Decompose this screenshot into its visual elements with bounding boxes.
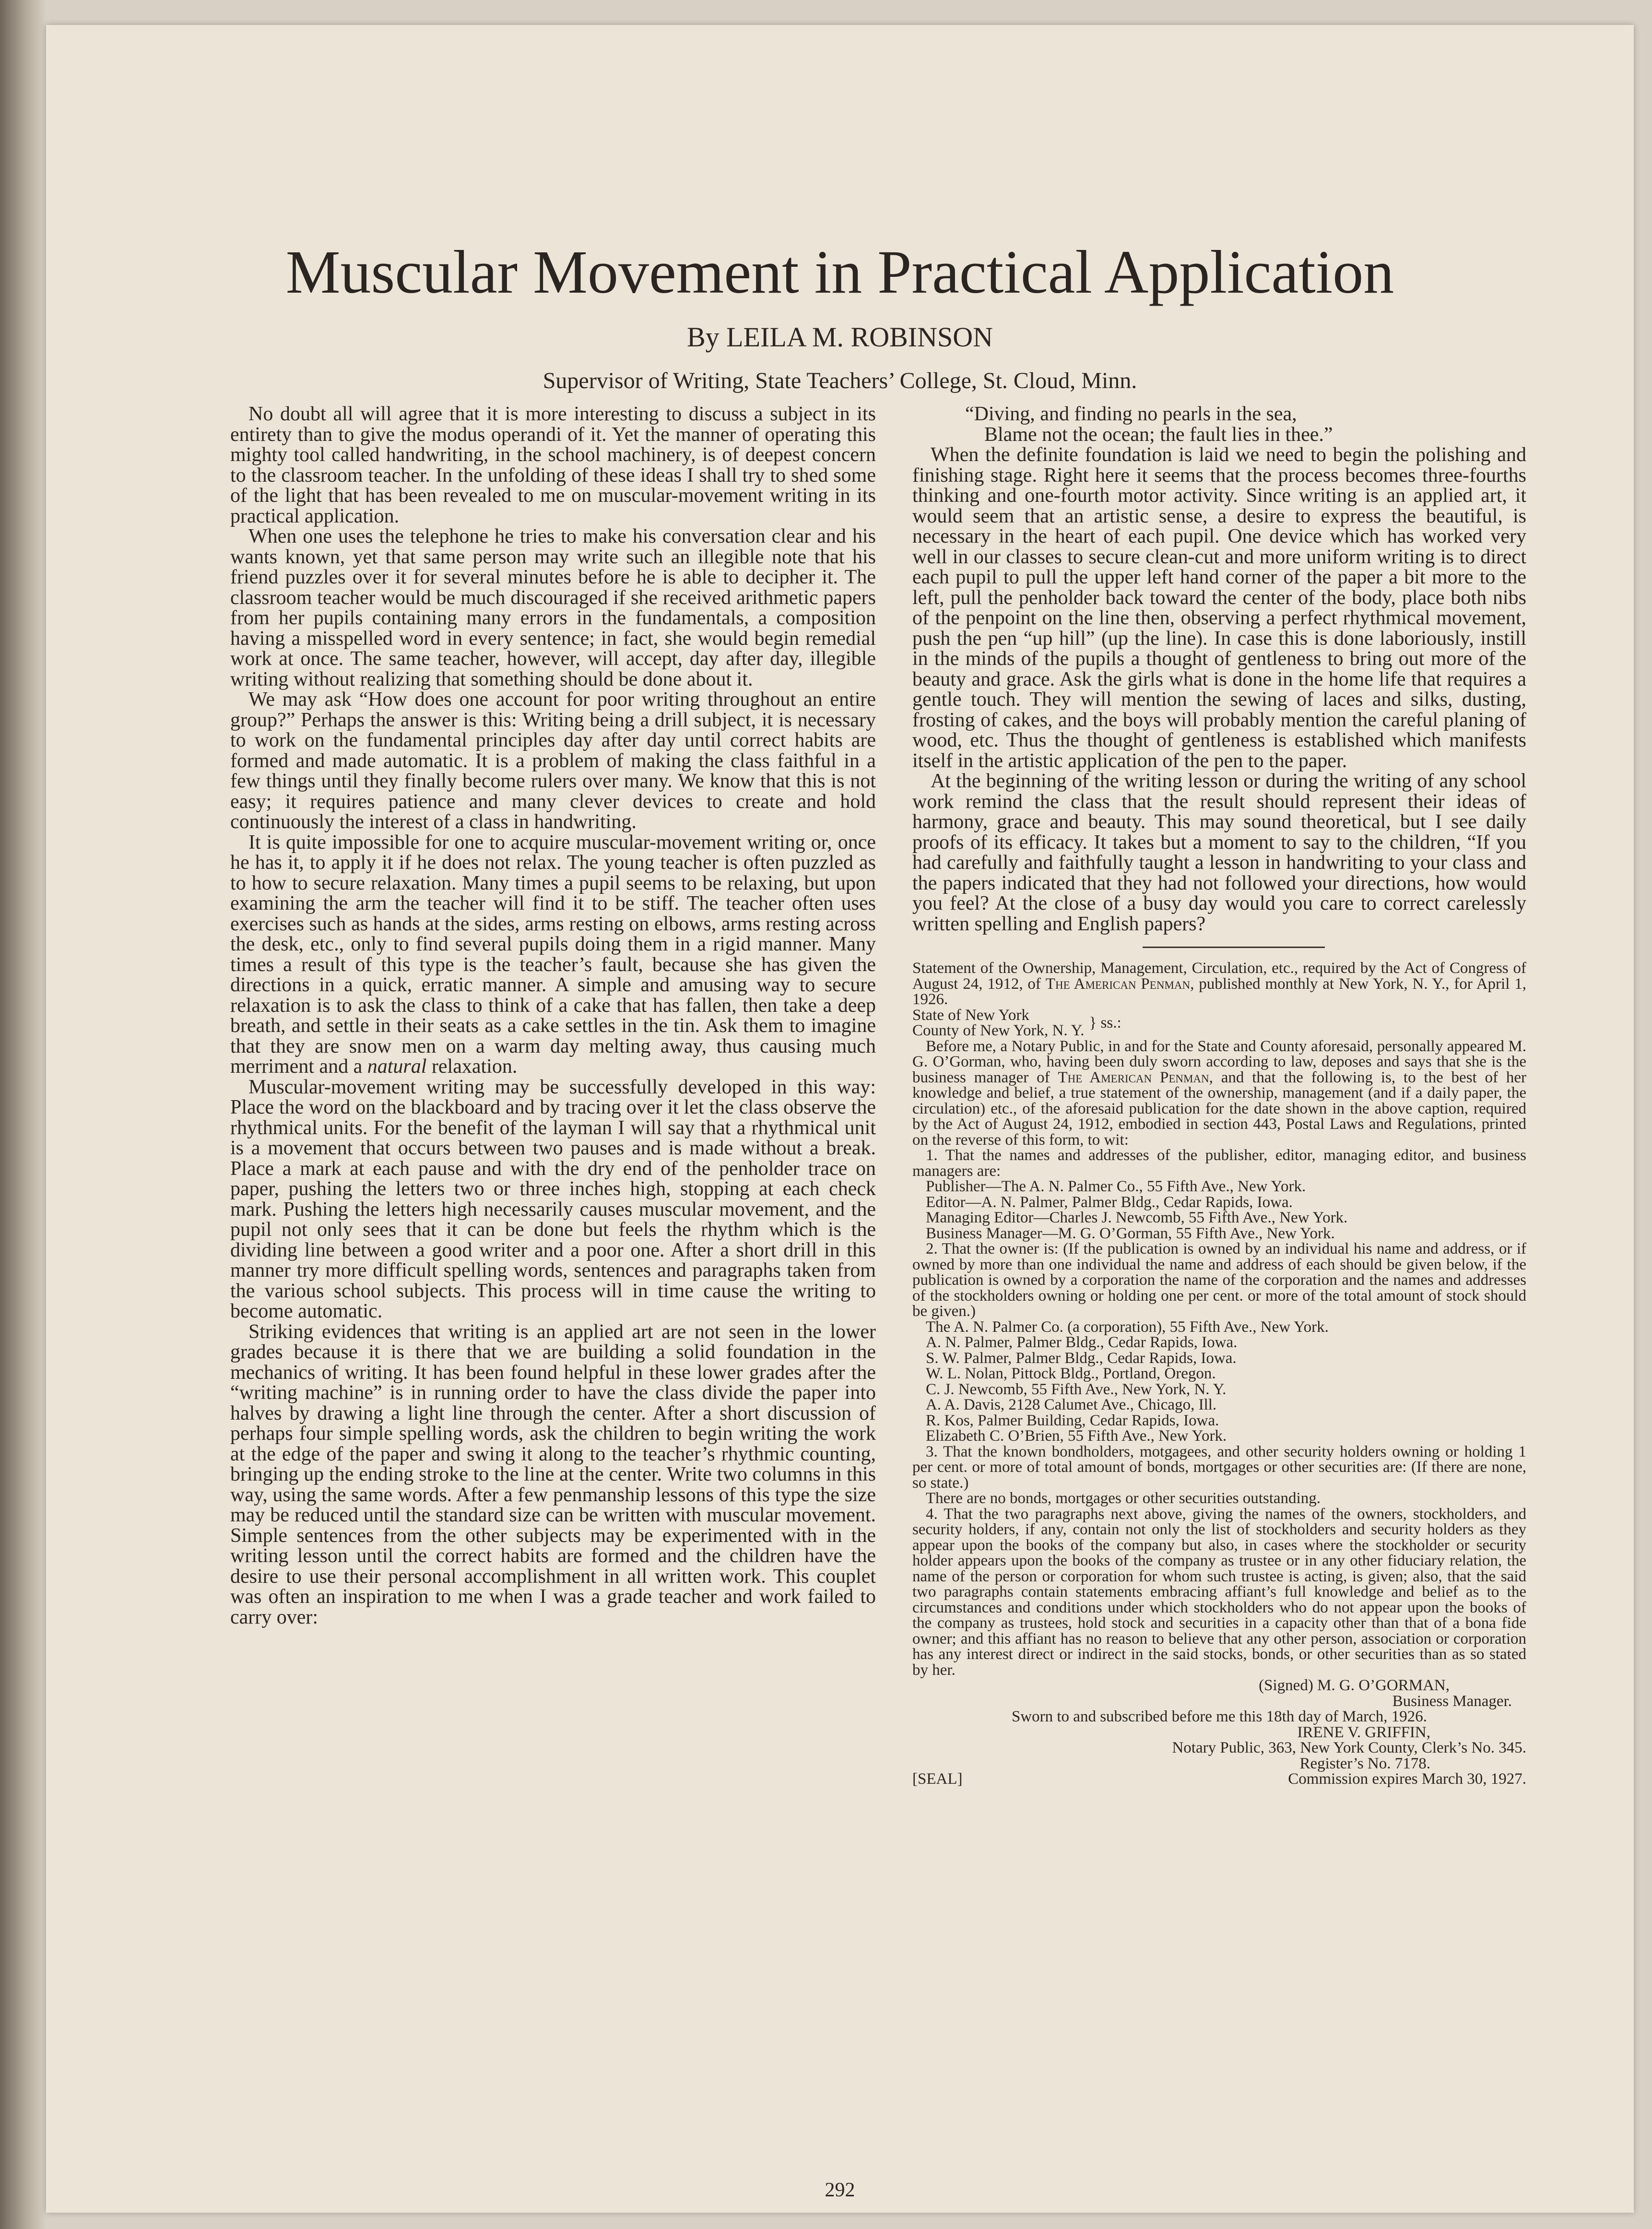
venue-ss: } ss.: <box>1089 1014 1121 1032</box>
paragraph: No doubt all will agree that it is more interesting to discuss a subject in its entirety than to give the modus operandi of it. Yet the manner of operating this mighty tool called handwriting, in the school machinery, is of deepest concern to the classroom teacher. In the unfolding of these ideas I shall try to shed some of the light that has been revealed to me on muscular-movement writing in its practical application. <box>230 403 876 527</box>
paragraph-text-end: relaxation. <box>426 1055 518 1078</box>
owner-line: A. A. Davis, 2128 Calumet Ave., Chicago, Ill. <box>926 1396 1217 1413</box>
page-number: 292 <box>825 2179 855 2201</box>
article-byline: By LEILA M. ROBINSON <box>686 321 993 353</box>
author-affiliation: Supervisor of Writing, State Teachers’ College, St. Cloud, Minn. <box>543 368 1137 393</box>
commission-expiry: Commission expires March 30, 1927. <box>1288 1770 1526 1788</box>
owner-line: S. W. Palmer, Palmer Bldg., Cedar Rapids, Iowa. <box>926 1349 1237 1367</box>
article-title: Muscular Movement in Practical Application <box>285 238 1394 306</box>
statement-item: 1. That the names and addresses of the publisher, editor, managing editor, and business managers are: <box>912 1147 1526 1180</box>
paragraph: Striking evidences that writing is an applied art are not seen in the lower grades because it is there that we are building a solid foundation in the mechanics of writing. It has been found helpful in these lower grades after the “writing machine” is in running order to have the class divide the paper into halves by drawing a light line through the center. After a short discussion of perhaps four simple spelling words, ask the children to begin writing the work at the edge of the paper and swing it along to the teacher’s rhythmic counting, bringing up the ending stroke to the line at the center. Write two columns in this way, using the same words. After a few penmanship lessons of this type the size may be reduced until the standard size can be written with muscular movement. Simple sentences from the other subjects may be experimented with in the writing lesson until the correct habits are formed and the children have the desire to use their personal accomplishment in all written work. This couplet was often an inspiration to me when I was a grade teacher and work failed to carry over: <box>230 1320 876 1628</box>
right-column <box>912 404 1526 1787</box>
paragraph: When the definite foundation is laid we need to begin the polishing and finishing stage. Right here it seems that the process becomes three-fourths thinking and one-fourth motor activity. Since writing is an applied art, it would seem that an artistic sense, a desire to express the beautiful, is necessary in the heart of each pupil. One device which has worked very well in our classes to secure clean-cut and more uniform writing is to direct each pupil to pull the upper left hand corner of the paper a bit more to the left, pull the penholder back toward the center of the body, place both nibs of the penpoint on the line then, observing a perfect rhythmical movement, push the pen “up hill” (up the line). In case this is done laboriously, instill in the minds of the pupils a thought of gentleness to bring out more of the beauty and grace. Ask the girls what is done in the home life that requires a gentle touch. They will mention the sewing of laces and silks, dusting, frosting of cakes, and the boys will probably mention the careful planing of wood, etc. Thus the thought of gentleness is established which manifests itself in the artistic application of the pen to the paper. <box>912 444 1526 772</box>
venue-lines <box>912 1008 1084 1039</box>
owner-line: R. Kos, Palmer Building, Cedar Rapids, Iowa. <box>926 1411 1219 1429</box>
statement-intro <box>912 960 1526 1008</box>
paragraph: At the beginning of the writing lesson or during the writing of any school work remind the class that the result should represent their ideas of harmony, grace and beauty. This may sound theoretical, but I see daily proofs of its efficacy. It takes but a moment to say to the children, “If you had carefully and faithfully taught a lesson in handwriting to your class and the papers indicated that they had not followed your directions, how would you feel? At the close of a busy day would you care to correct carelessly written spelling and English papers? <box>912 770 1526 935</box>
statement-paragraph <box>912 1039 1526 1148</box>
statement-text: , and that the following is, to the best of her knowledge and belief, a true statement of the ownership, management (and if a daily paper, the circulation) etc., of the aforesaid publication for the date shown in the above caption, required by the Act of August 24, 1912, embodied in section 443, Postal Laws and Regulations, printed on the reverse of this form, to wit: <box>912 1068 1526 1149</box>
statement-text: Before me, a Notary Public, in and for the State and County aforesaid, personally appeared M. G. O’Gorman, who, having been duly sworn according to law, deposes and says that she is the business manager of <box>912 1037 1526 1086</box>
book-spine-shadow <box>0 0 46 2229</box>
notary-info: Notary Public, 363, New York County, Clerk’s No. 345. <box>1172 1739 1526 1756</box>
sworn-line: Sworn to and subscribed before me this 18th day of March, 1926. <box>1011 1708 1428 1725</box>
paragraph: We may ask “How does one account for poor writing throughout an entire group?” Perhaps the answer is this: Writing being a drill subject, it is necessary to work on the fundamental principles day after day until correct habits are formed and made automatic. It is a problem of making the class faithful in a few things until they finally become rulers over many. We know that this is not easy; it requires patience and many clever devices to create and hold continuously the interest of a class in handwriting. <box>230 688 876 833</box>
owner-line: A. N. Palmer, Palmer Bldg., Cedar Rapids, Iowa. <box>926 1334 1238 1351</box>
owner-line: C. J. Newcomb, 55 Fifth Ave., New York, N. Y. <box>926 1380 1227 1398</box>
left-column <box>230 404 876 1627</box>
paragraph: When one uses the telephone he tries to make his conversation clear and his wants known, yet that same person may write such an illegible note that his friend puzzles over it for several minutes before he is able to decipher it. The classroom teacher would be much discouraged if she received arithmetic papers from her pupils containing many errors in the fundamentals, a composition having a misspelled word in every sentence; in fact, she would begin remedial work at once. The same teacher, however, will accept, day after day, illegible writing without realizing that something should be done about it. <box>230 525 876 690</box>
statement-item: 3. That the known bondholders, motgagees, and other security holders owning or holding 1 per cent. or more of total amount of bonds, mortgages or other securities are: (If there are none, so state.) <box>912 1443 1526 1492</box>
statement-text: Statement of the Ownership, Management, Circulation, etc., required by the Act of Congress of August 24, 1912, of <box>912 960 1526 993</box>
statement-text: , published monthly at New York, N. Y., for April 1, 1926. <box>912 975 1527 1008</box>
editor-line: Editor—A. N. Palmer, Palmer Bldg., Cedar Rapids, Iowa. <box>926 1193 1293 1211</box>
statement-item: 4. That the two paragraphs next above, giving the names of the owners, stockholders, and security holders, if any, contain not only the list of stockholders and security holders as they appear upon the books of the company but also, in cases where the stockholder or security holder appears upon the books of the company as trustee or in any other fiduciary relation, the name of the person or corporation for whom such trustee is acting, is given; also, that the said two paragraphs contain statements embracing affiant’s full knowledge and belief as to the circumstances and conditions under which stockholders who do not appear upon the books of the company as trustees, hold stock and securities in a capacity other than that of a bona fide owner; and this affiant has no reason to believe that any other person, association or corporation has any interest direct or indirect in the said stocks, bonds, or other securities than as so stated by her. <box>912 1505 1526 1679</box>
venue-county: County of New York, N. Y. <box>912 1022 1085 1039</box>
owner-line: Elizabeth C. O’Brien, 55 Fifth Ave., New York. <box>926 1427 1227 1445</box>
publisher-line: Publisher—The A. N. Palmer Co., 55 Fifth Ave., New York. <box>926 1178 1306 1195</box>
ownership-statement <box>912 960 1526 1787</box>
business-manager-line: Business Manager—M. G. O’Gorman, 55 Fifth Ave., New York. <box>926 1224 1335 1242</box>
notary-name: IRENE V. GRIFFIN, <box>1297 1723 1430 1741</box>
italic-word: natural <box>367 1055 427 1078</box>
paragraph-text: It is quite impossible for one to acquire muscular-movement writing or, once he has it, to apply it if he does not relax. The young teacher is often puzzled as to how to secure relaxation. Many times a pupil seems to be relaxing, but upon examining the arm the teacher will find it to be stiff. The teacher often uses exercises such as hands at the sides, arms resting on elbows, arms resting across the desk, etc., only to find several pupils doing them in a rigid manner. Many times a result of this type is the teacher’s fault, because she has given the directions in a quick, erratic manner. A simple and amusing way to secure relaxation is to ask the class to think of a cake that has fallen, then take a deep breath, and settle in their seats as a cake settles in the tin. Ask them to imagine that they are snow men on a warm day melting away, thus causing much merriment and a <box>230 831 876 1078</box>
section-divider <box>1143 947 1325 948</box>
paragraph: Muscular-movement writing may be successfully developed in this way: Place the word on the blackboard and by tracing over it let the class observe the rhythmical units. For the benefit of the layman I will say that a rhythmical unit is a movement that occurs between two pauses and is made without a break. Place a mark at each pause and with the dry end of the penholder trace on paper, pushing the letters two or three inches high, stopping at each check mark. Pushing the letters high necessarily causes muscular movement, and the pupil not only sees that it can be done but feels the rhythm which is the dividing line between a good writer and a poor one. After a short drill in this manner try more difficult spelling words, sentences and paragraphs taken from the various school subjects. This process will in time cause the writing to become automatic. <box>230 1076 876 1322</box>
no-securities-line: There are no bonds, mortgages or other securities outstanding. <box>926 1490 1321 1507</box>
signature-line: (Signed) M. G. O’GORMAN, <box>1259 1677 1450 1694</box>
statement-item: 2. That the owner is: (If the publication is owned by an individual his name and address, or if owned by more than one individual the name and address of each should be given below, if the publication is owned by a corporation the name of the corporation and the names and addresses of the stockholders owning or holding one per cent. or more of the total amount of stock should be given.) <box>912 1240 1526 1320</box>
couplet-line: Blame not the ocean; the fault lies in thee.” <box>984 423 1333 446</box>
publication-name: The American Penman <box>1058 1068 1209 1086</box>
seal-row <box>912 1771 1526 1787</box>
venue-block <box>912 1008 1526 1039</box>
seal-label: [SEAL] <box>912 1770 963 1788</box>
couplet-line: “Diving, and finding no pearls in the sea, <box>965 403 1297 425</box>
publication-name: The American Penman <box>1045 975 1191 993</box>
register-number: Register’s No. 7178. <box>1299 1755 1430 1772</box>
venue-state: State of New York <box>912 1006 1029 1024</box>
couplet <box>912 404 1526 445</box>
magazine-page <box>46 25 1634 2213</box>
managing-editor-line: Managing Editor—Charles J. Newcomb, 55 Fifth Ave., New York. <box>926 1209 1348 1226</box>
paragraph <box>230 832 876 1077</box>
owner-line: W. L. Nolan, Pittock Bldg., Portland, Oregon. <box>926 1365 1216 1382</box>
signature-title: Business Manager. <box>1392 1692 1512 1710</box>
owner-line: The A. N. Palmer Co. (a corporation), 55 Fifth Ave., New York. <box>926 1318 1329 1336</box>
